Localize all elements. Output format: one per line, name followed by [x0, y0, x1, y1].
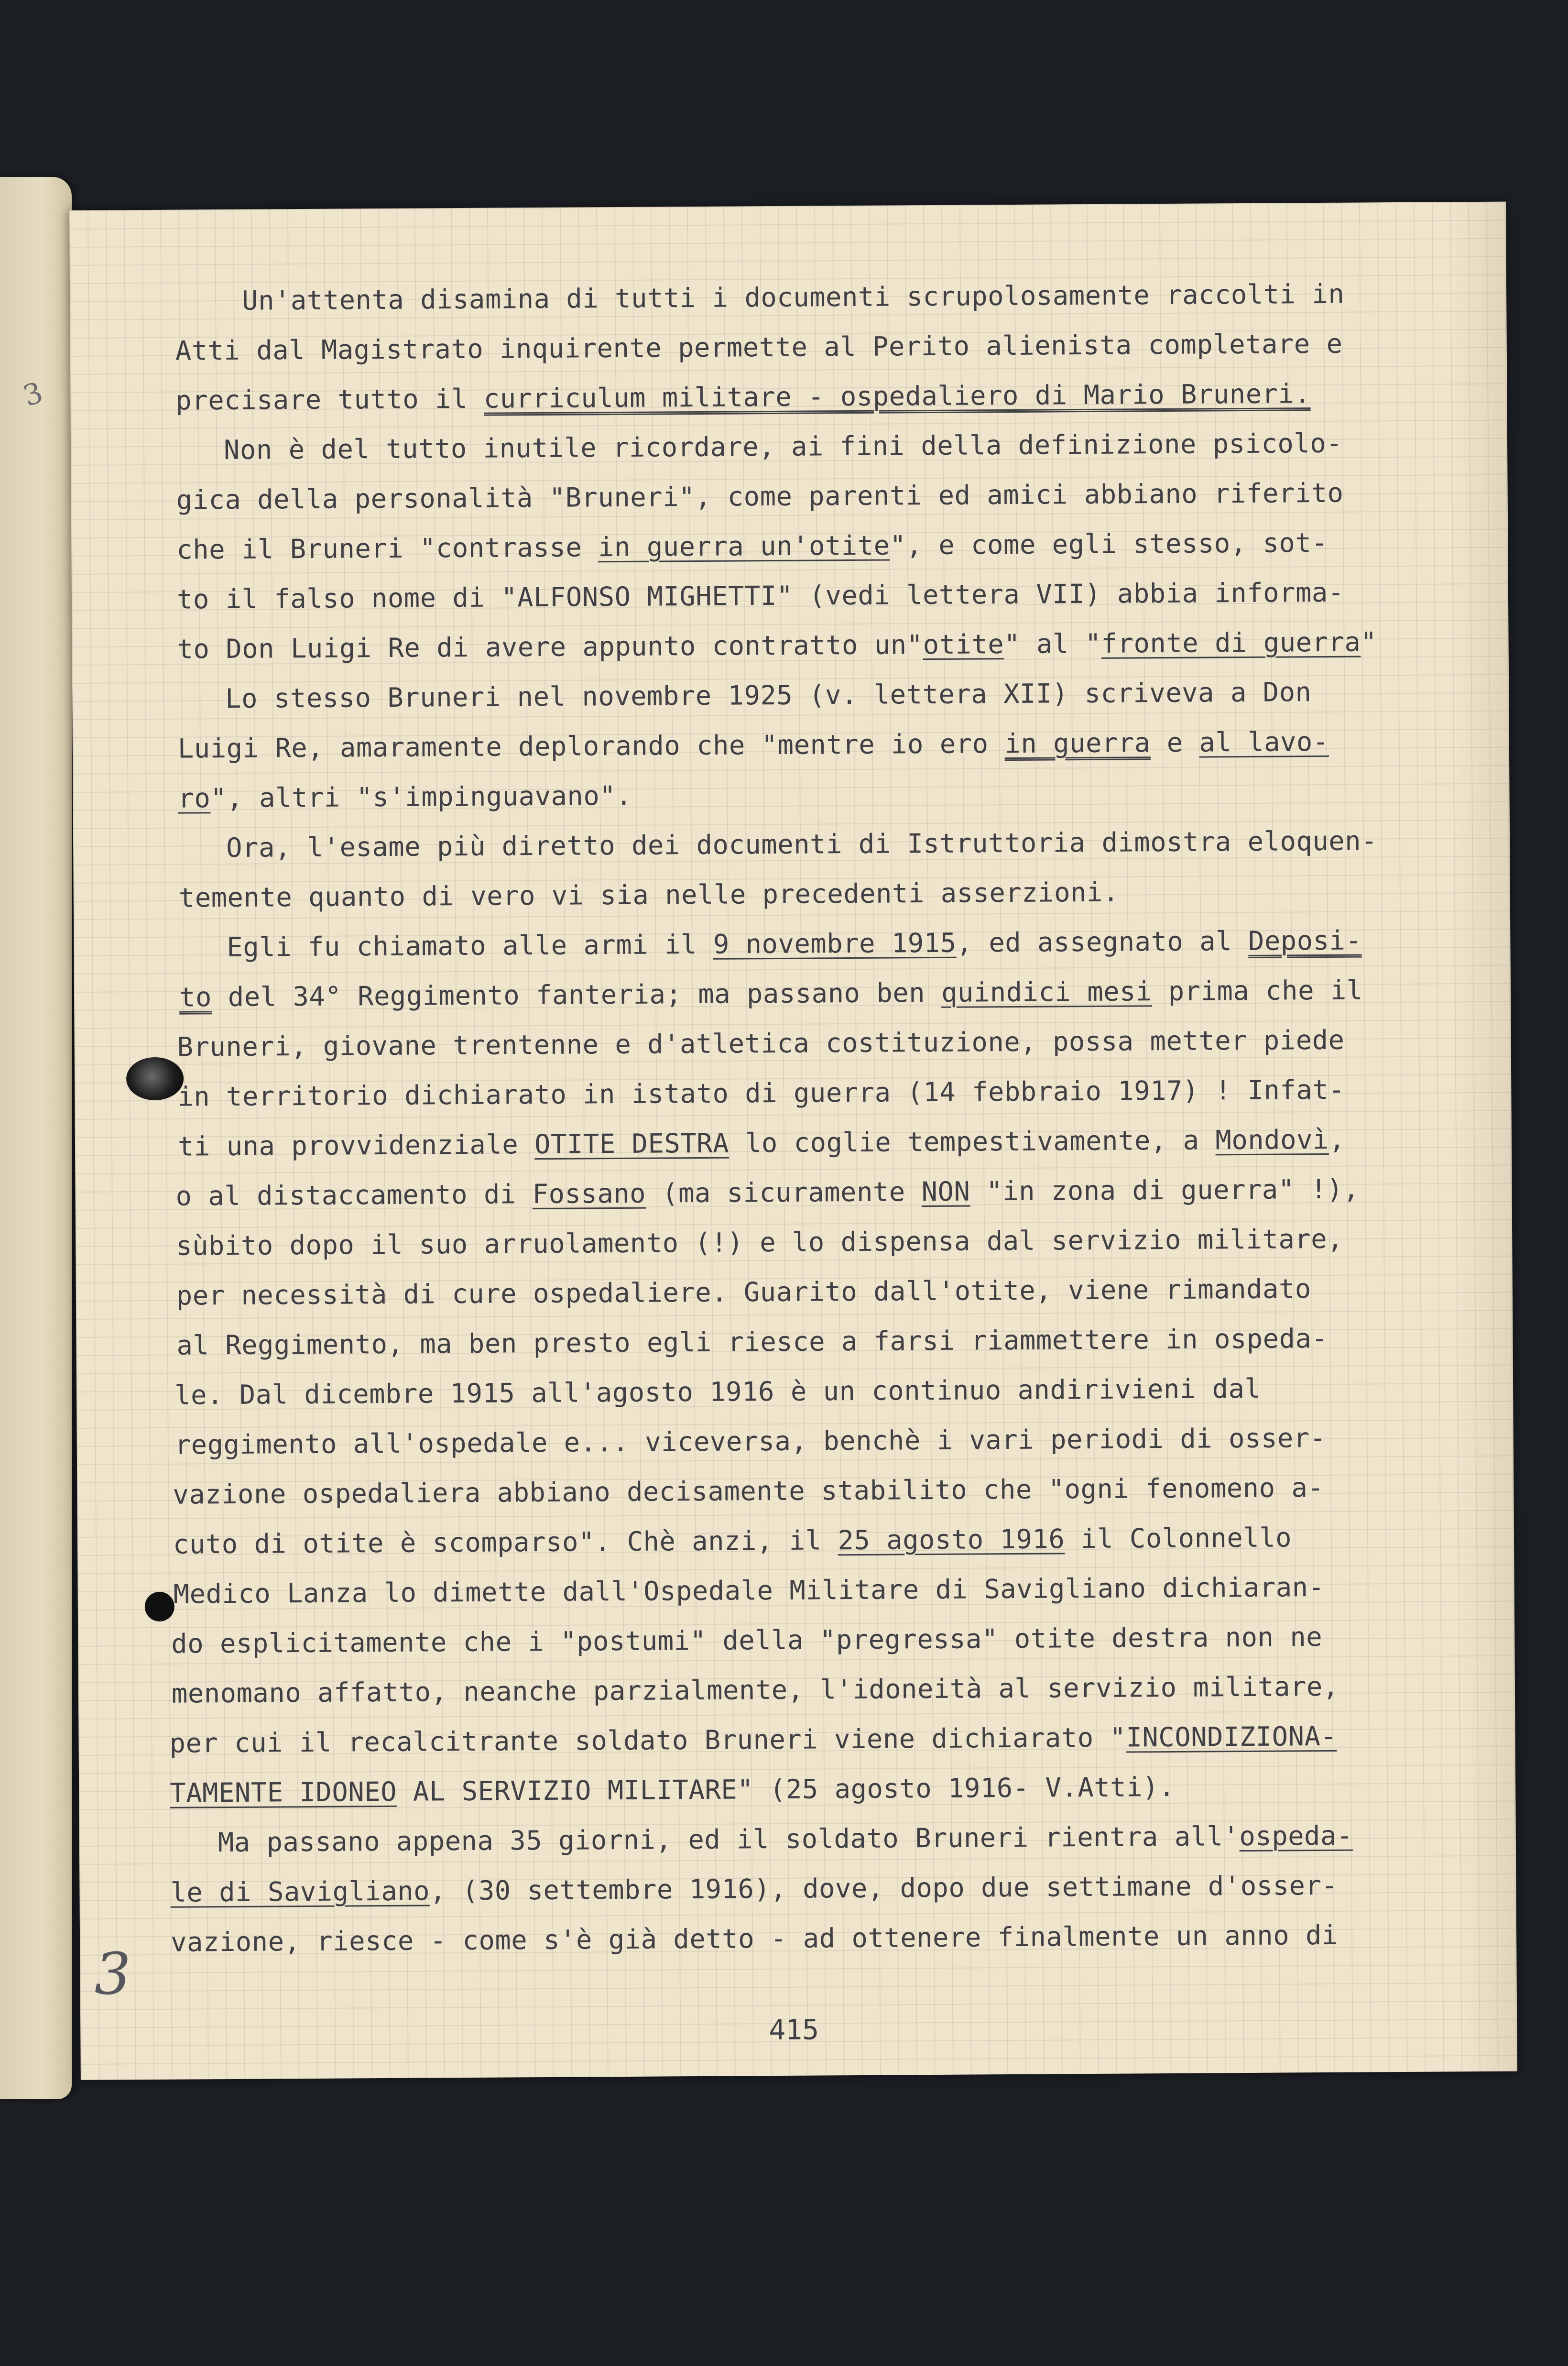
underlined-text: to [179, 982, 212, 1013]
text-line [174, 1413, 1511, 1470]
text-segment: vazione, riesce - come s'è già detto - ad ottenere finalmente un anno di [170, 1919, 1339, 1958]
text-segment: Lo stesso Bruneri nel novembre 1925 (v. lettera XII) scriveva a Don [225, 677, 1312, 715]
text-line [173, 1462, 1512, 1520]
text-line [175, 1164, 1510, 1222]
text-line [173, 1512, 1512, 1570]
text-line [176, 1313, 1511, 1371]
text-segment: ti una provvidenziale [177, 1129, 535, 1162]
text-line [170, 1761, 1514, 1818]
text-line [175, 368, 1505, 426]
underlined-text: INCONDIZIONA- [1126, 1720, 1337, 1753]
text-segment: prima che il [1152, 975, 1363, 1008]
text-segment: cuto di otite è scomparso". Chè anzi, il [173, 1525, 838, 1560]
text-segment: do esplicitamente che i "postumi" della "pregressa" otite destra non ne [171, 1621, 1323, 1660]
text-segment: gica della personalità "Bruneri", come parenti ed amici abbiano riferito [176, 477, 1344, 516]
underlined-text: in guerra [1004, 727, 1151, 760]
underlined-text: al lavo- [1199, 726, 1329, 758]
text-segment: "in zona di guerra" !), [970, 1173, 1360, 1207]
text-line [177, 1064, 1509, 1122]
text-segment: " al " [1004, 628, 1101, 660]
binding-string-knot [126, 1057, 184, 1101]
underlined-text: curriculum militare - ospedaliero di Mario Bruneri. [483, 378, 1311, 415]
text-segment: del 34° Reggimento fanteria; ma passano ben [211, 977, 942, 1013]
text-segment: in territorio dichiarato in istato di guerra (14 febbraio 1917) ! Infat- [177, 1074, 1345, 1113]
text-line [194, 269, 1504, 327]
text-segment: lo coglie tempestivamente, a [729, 1125, 1216, 1159]
binding-hole [145, 1592, 174, 1621]
text-segment: per cui il recalcitrante soldato Bruneri viene dichiarato " [169, 1722, 1126, 1759]
text-segment: menomano affatto, neanche parzialmente, l'idoneità al servizio militare, [171, 1671, 1339, 1709]
text-segment: , ed assegnato al [956, 925, 1249, 959]
text-segment: temente quanto di vero vi sia nelle precedenti asserzioni. [178, 876, 1119, 914]
text-segment: , (30 settembre 1916), dove, dopo due settimane d'osser- [429, 1870, 1338, 1907]
paragraph-indent [179, 956, 227, 957]
underlined-text: 9 novembre 1915 [713, 927, 957, 960]
text-segment: , [1328, 1124, 1345, 1155]
text-segment: Ma passano appena 35 giorni, ed il soldato Bruneri rientra all' [218, 1821, 1240, 1859]
paragraph-indent [170, 1851, 218, 1852]
underlined-text: fronte di guerra [1101, 626, 1361, 659]
text-line [177, 667, 1507, 724]
text-line [169, 1711, 1513, 1769]
left-page-mark: 3 [19, 375, 47, 414]
text-segment: sùbito dopo il suo arruolamento (!) e lo dispensa dal servizio militare, [176, 1223, 1344, 1262]
underlined-text: ro [178, 783, 211, 814]
underlined-text: Deposi- [1248, 925, 1362, 957]
underlined-text: 25 agosto 1916 [838, 1523, 1065, 1556]
text-line [176, 468, 1505, 526]
text-segment: Un'attenta disamina di tutti i documenti scrupolosamente raccolti in [241, 278, 1345, 317]
text-line [176, 517, 1506, 575]
text-line [177, 567, 1506, 625]
underlined-text: OTITE DESTRA [534, 1128, 730, 1161]
text-segment: precisare tutto il [175, 383, 484, 416]
text-line [178, 865, 1508, 923]
underlined-text: Mondovì [1215, 1124, 1329, 1156]
text-segment: vazione ospedaliera abbiano decisamente stabilito che "ogni fenomeno a- [173, 1472, 1324, 1511]
underlined-text: le di Savigliano [170, 1875, 430, 1908]
text-segment: e [1150, 727, 1199, 759]
underlined-text: NON [921, 1176, 970, 1208]
paragraph-indent [176, 459, 224, 460]
text-segment: AL SERVIZIO MILITARE" (25 agosto 1916- V.Atti). [396, 1771, 1176, 1807]
text-line [178, 816, 1508, 874]
text-segment: " [1361, 626, 1377, 658]
text-segment: Bruneri, giovane trentenne e d'atletica costituzione, possa metter piede [177, 1024, 1345, 1063]
text-line [178, 1114, 1510, 1172]
text-line [172, 1661, 1513, 1719]
document-page [69, 202, 1517, 2080]
margin-handwritten-number: 3 [94, 1941, 131, 2008]
text-line [179, 965, 1509, 1023]
text-line [173, 1562, 1512, 1620]
text-segment: Luigi Re, amaramente deplorando che "mentre io ero [177, 728, 1005, 765]
text-line [177, 617, 1506, 675]
text-segment: ", altri "s'impinguavano". [210, 780, 632, 814]
typewritten-text-body [169, 269, 1514, 1968]
text-line [175, 318, 1504, 376]
text-line [178, 716, 1507, 774]
text-segment: il Colonnello [1065, 1522, 1292, 1555]
text-segment: o al distaccamento di [175, 1179, 533, 1212]
underlined-text: ospeda- [1239, 1820, 1353, 1852]
page-number: 415 [769, 2013, 819, 2047]
text-line [178, 766, 1507, 824]
text-line [179, 915, 1508, 973]
text-segment: per necessità di cure ospedaliere. Guarito dall'otite, viene rimandato [176, 1273, 1311, 1312]
text-line [177, 1015, 1509, 1073]
text-line [170, 1810, 1514, 1868]
text-segment: to il falso nome di "ALFONSO MIGHETTI" (vedi lettera VII) abbia informa- [176, 577, 1344, 615]
underlined-text: in guerra un'otite [598, 530, 890, 563]
text-segment: che il Bruneri "contrasse [176, 532, 599, 566]
underlined-text: TAMENTE IDONEO [170, 1776, 397, 1809]
text-line [171, 1611, 1513, 1669]
text-segment: Non è del tutto inutile ricordare, ai fini della definizione psicolo- [223, 427, 1343, 466]
text-segment: Egli fu chiamato alle armi il [227, 929, 714, 964]
text-segment: Atti dal Magistrato inquirente permette al Perito alienista completare e [175, 328, 1343, 367]
text-line [170, 1860, 1514, 1918]
text-segment: le. Dal dicembre 1915 all'agosto 1916 è un continuo andirivieni dal [174, 1373, 1261, 1411]
text-line [176, 418, 1505, 476]
text-segment: Medico Lanza lo dimette dall'Ospedale Militare di Savigliano dichiaran- [173, 1572, 1325, 1610]
text-segment: (ma sicuramente [645, 1176, 922, 1209]
text-line [171, 1910, 1514, 1968]
text-segment: to Don Luigi Re di avere appunto contratto un" [177, 629, 923, 665]
text-segment: al Reggimento, ma ben presto egli riesce a farsi riammettere in ospeda- [176, 1323, 1328, 1361]
underlined-text: quindici mesi [941, 976, 1153, 1008]
text-segment: Ora, l'esame più diretto dei documenti di Istruttoria dimostra eloquen- [226, 825, 1378, 864]
text-line [176, 1214, 1510, 1271]
underlined-text: otite [923, 629, 1004, 661]
text-line [176, 1263, 1511, 1321]
text-segment: reggimento all'ospedale e... viceversa, benchè i vari periodi di osser- [174, 1422, 1326, 1461]
underlined-text: Fossano [532, 1178, 646, 1210]
text-line [174, 1363, 1511, 1421]
left-facing-page [0, 177, 72, 2099]
text-segment: ", e come egli stesso, sot- [890, 527, 1328, 561]
